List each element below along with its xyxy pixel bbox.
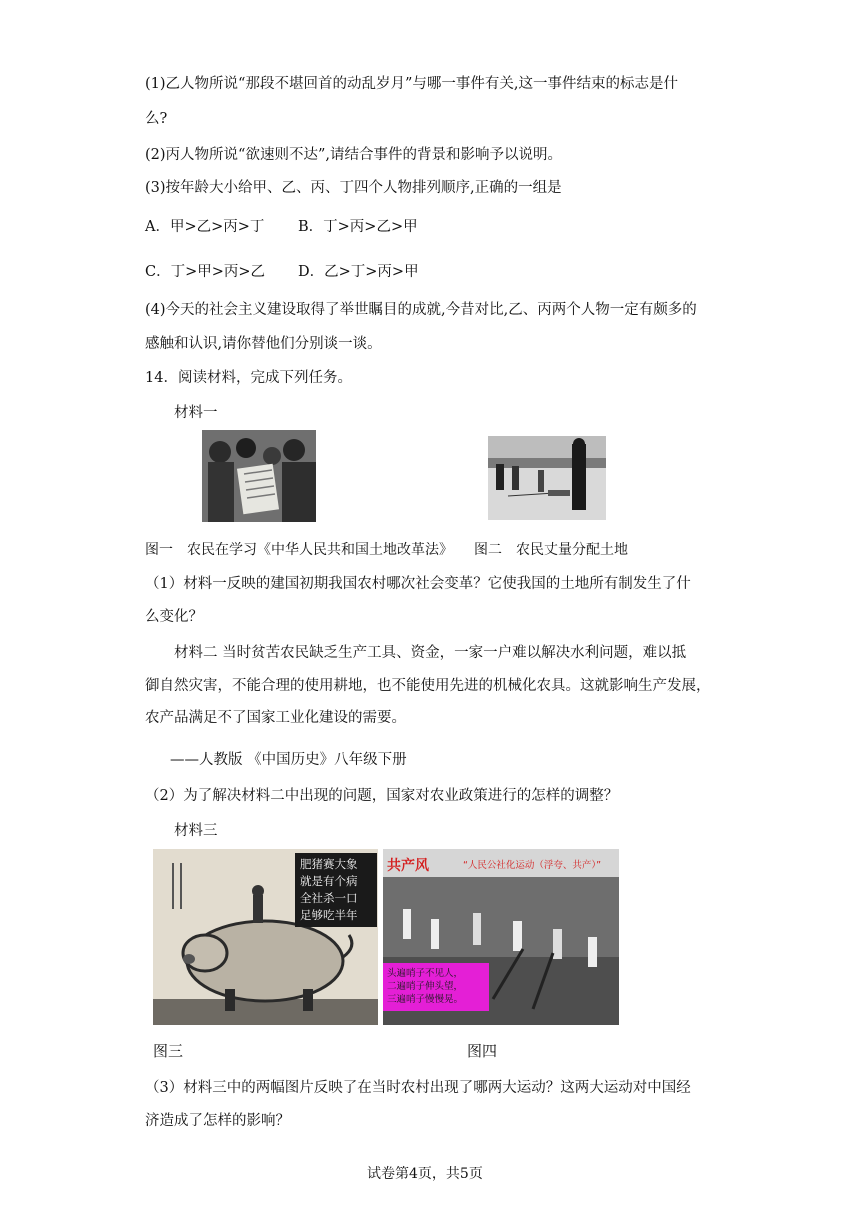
material3-label: 材料三: [174, 823, 218, 839]
poster-line: 全社杀一口: [300, 891, 358, 905]
figure1-caption: 图一 农民在学习《中华人民共和国土地改革法》: [145, 542, 453, 558]
figure4-banner-left: 共产风: [387, 858, 429, 874]
material2-line3: 农产品满足不了国家工业化建设的需要。: [145, 710, 406, 726]
figure4-photo: [383, 849, 619, 1025]
q14-title: 14．阅读材料，完成下列任务。: [145, 370, 352, 386]
figure4-box-line: 头遍哨子不见人，: [387, 968, 464, 979]
figure4-banner-right: “人民公社化运动（浮夸、共产）”: [463, 860, 602, 871]
page-footer: 试卷第4页，共5页: [367, 1166, 483, 1182]
figure1-photo: [202, 430, 316, 522]
material2-line2: 御自然灾害，不能合理的使用耕地，也不能使用先进的机械化农具。这就影响生产发展，: [145, 678, 711, 694]
poster-line: 肥猪赛大象: [300, 857, 358, 871]
q13-option-a: A．甲>乙>丙>丁: [145, 219, 265, 235]
q13-option-c: C．丁>甲>丙>乙: [145, 264, 266, 280]
figure3-photo: [153, 849, 378, 1025]
q13-sub1-line1: (1)乙人物所说“那段不堪回首的动乱岁月”与哪一事件有关,这一事件结束的标志是什: [145, 76, 678, 92]
q14-sub1-line1: （1）材料一反映的建国初期我国农村哪次社会变革？它使我国的土地所有制发生了什: [145, 576, 691, 592]
poster-line: 就是有个病: [300, 874, 358, 888]
q14-sub3-line2: 济造成了怎样的影响？: [145, 1113, 290, 1129]
q13-sub1-line2: 么?: [145, 111, 168, 127]
figure2-image: [488, 436, 606, 520]
figure1-image: [202, 430, 316, 522]
figure4-box-line: 二遍哨子伸头望，: [387, 981, 464, 992]
figure3-caption: 图三: [153, 1042, 184, 1060]
material2-line1: 材料二 当时贫苦农民缺乏生产工具、资金，一家一户难以解决水利问题，难以抵: [174, 645, 687, 661]
material2-source: ——人教版 《中国历史》八年级下册: [170, 752, 407, 768]
q13-sub4-line2: 感触和认识,请你替他们分别谈一谈。: [145, 336, 382, 352]
q13-option-b: B．丁>丙>乙>甲: [298, 219, 418, 235]
figure2-photo: [488, 436, 606, 520]
figure4-caption: 图四: [467, 1042, 498, 1060]
figure2-caption: 图二 农民丈量分配土地: [474, 542, 628, 558]
q14-sub1-line2: 么变化？: [145, 609, 203, 625]
figure3-poster-text: [295, 853, 377, 927]
q13-option-d: D．乙>丁>丙>甲: [298, 264, 419, 280]
q14-sub2: （2）为了解决材料二中出现的问题，国家对农业政策进行的怎样的调整？: [145, 788, 619, 804]
figure4-text-box: [383, 963, 489, 1011]
poster-line: 足够吃半年: [300, 908, 358, 922]
q13-sub4-line1: (4)今天的社会主义建设取得了举世瞩目的成就,今昔对比,乙、丙两个人物一定有颇多的: [145, 302, 697, 318]
q14-sub3-line1: （3）材料三中的两幅图片反映了在当时农村出现了哪两大运动？这两大运动对中国经: [145, 1080, 691, 1096]
q13-sub3: (3)按年龄大小给甲、乙、丙、丁四个人物排列顺序,正确的一组是: [145, 180, 562, 196]
material1-label: 材料一: [174, 405, 218, 421]
q13-sub2: (2)丙人物所说“欲速则不达”,请结合事件的背景和影响予以说明。: [145, 147, 562, 163]
figure4-box-line: 三遍哨子慢慢晃。: [387, 994, 464, 1005]
